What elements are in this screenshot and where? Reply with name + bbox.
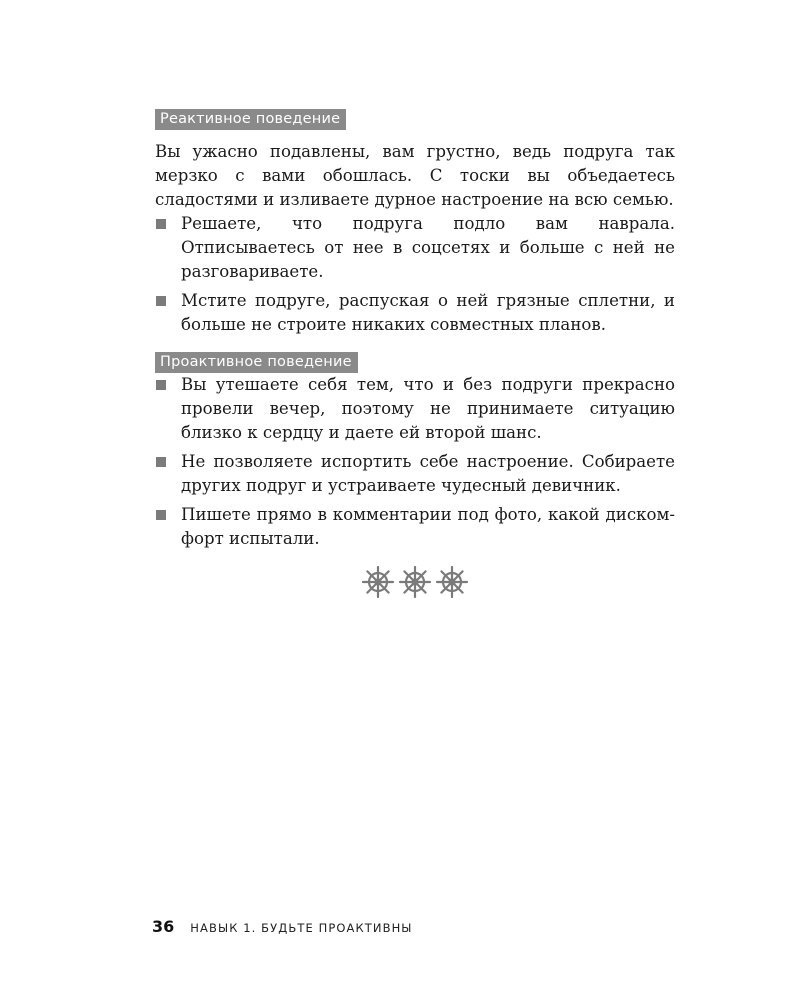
list-item-text: Вы утешаете себя тем, что и без подруги прекрасно провели вечер, поэтому не принимаете ситуацию близко к сердцу и даете ей второй шанс. bbox=[181, 375, 675, 442]
list-item-text: Пишете прямо в комментарии под фото, какой дискомфорт испытали. bbox=[181, 505, 675, 548]
square-bullet-icon bbox=[156, 296, 166, 306]
list-item-text: Мстите подруге, распуская о ней грязные сплетни, и больше не строите никаких совместных планов. bbox=[181, 291, 675, 334]
square-bullet-icon bbox=[156, 219, 166, 229]
ship-wheel-icon bbox=[398, 566, 432, 598]
page-content bbox=[155, 108, 675, 556]
reactive-label: Реактивное поведение bbox=[155, 109, 346, 130]
proactive-list bbox=[155, 373, 675, 551]
reactive-section bbox=[155, 108, 675, 337]
list-item bbox=[155, 503, 675, 551]
ship-wheel-icon bbox=[361, 566, 395, 598]
ship-wheel-icon bbox=[435, 566, 469, 598]
page-number: 36 bbox=[152, 917, 175, 936]
list-item bbox=[155, 212, 675, 284]
square-bullet-icon bbox=[156, 457, 166, 467]
proactive-section bbox=[155, 351, 675, 551]
square-bullet-icon bbox=[156, 510, 166, 520]
list-item-text: Решаете, что подруга подло вам наврала. Отписываетесь от нее в соцсетях и больше с ней не разговариваете. bbox=[181, 214, 675, 281]
list-item bbox=[155, 289, 675, 337]
square-bullet-icon bbox=[156, 380, 166, 390]
reactive-list bbox=[155, 212, 675, 337]
page-footer bbox=[152, 917, 413, 936]
running-head: НАВЫК 1. БУДЬТЕ ПРОАКТИВНЫ bbox=[190, 921, 413, 935]
proactive-label: Проактивное поведение bbox=[155, 352, 358, 373]
reactive-intro: Вы ужасно подавлены, вам грустно, ведь подруга так мерзко с вами обошлась. С тоски вы объедаетесь сладостями и изливаете дурное настроение на всю семью. bbox=[155, 142, 675, 209]
section-divider-ornament bbox=[361, 566, 469, 598]
list-item bbox=[155, 450, 675, 498]
list-item-text: Не позволяете испортить себе настроение. Собираете других подруг и устраиваете чудесный девичник. bbox=[181, 452, 675, 495]
list-item bbox=[155, 373, 675, 445]
